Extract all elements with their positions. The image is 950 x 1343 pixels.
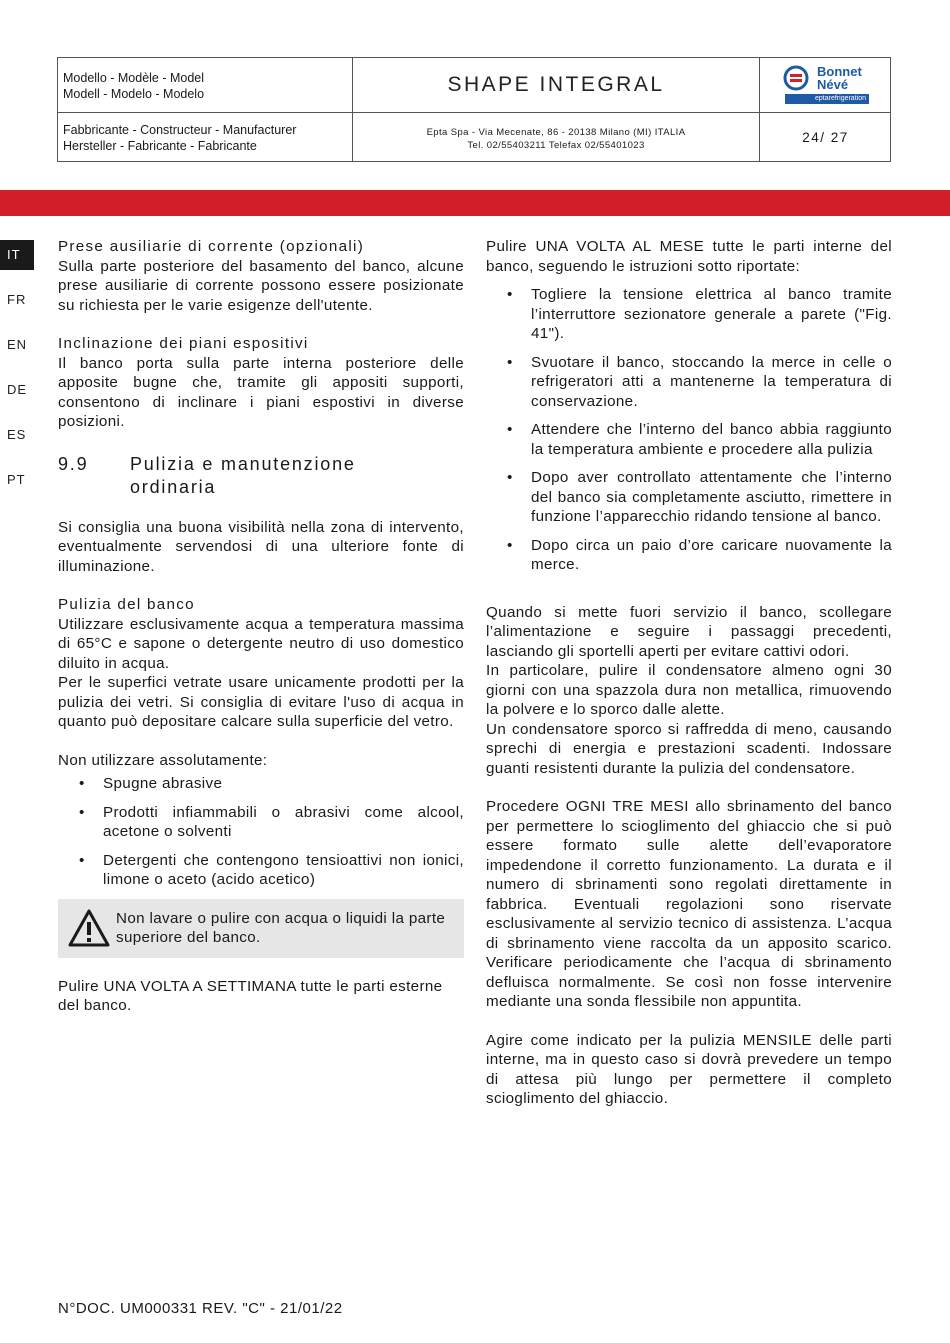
lang-tab-pt[interactable]: PT bbox=[7, 472, 26, 487]
language-tabs bbox=[0, 240, 34, 510]
warning-icon bbox=[67, 908, 111, 948]
manufacturer-label bbox=[63, 122, 296, 154]
shelf-tilt-title: Inclinazione dei piani espositivi bbox=[58, 335, 309, 352]
cleaning-text: Utilizzare esclusivamente acqua a temperatura massima di 65°C e sapone o detergente neutro di uso domestico diluito in acqua. bbox=[58, 615, 464, 672]
list-item: • Attendere che l’interno del banco abbia raggiunto la temperatura ambiente e procedere alla pulizia bbox=[507, 421, 892, 458]
list-item: • Dopo circa un paio d’ore caricare nuovamente la merce. bbox=[507, 536, 892, 573]
left-column bbox=[58, 237, 464, 1016]
condenser-text: Un condensatore sporco si raffredda di meno, causando sprechi di energia e prestazioni scadenti. Indossare guanti resistenti durante la pulizia del condensatore. bbox=[486, 720, 892, 777]
never-use-title: Non utilizzare assolutamente: bbox=[58, 751, 268, 769]
red-band bbox=[0, 190, 950, 216]
model-label bbox=[63, 70, 204, 102]
list-item: • Spugne abrasive bbox=[79, 775, 223, 792]
weekly-text: Pulire UNA VOLTA A SETTIMANA tutte le parti esterne del banco. bbox=[58, 977, 443, 1014]
brand-logo bbox=[783, 63, 869, 105]
defrost-text: Procedere OGNI TRE MESI allo sbrinamento del banco per permettere lo scioglimento del ghiaccio che si può essere formato sulle alette dell’evaporatore impedendone il corretto funzionamento. La durata e il numero di sbrinamenti sono regolati direttamente in fabbrica. Eventuali regolazioni sono riservate esclusivamente al servizio tecnico di assistenza. L’acqua di sbrinamento viene raccolta da un apposito scarico. Verificare periodicamente che l’acqua di sbrinamento defluisca normalmente. Se così non fosse intervenire mediante una sonda flessibile non appuntita. bbox=[486, 798, 892, 1010]
warning-text: Non lavare o pulire con acqua o liquidi la parte superiore del banco. bbox=[116, 909, 446, 946]
list-item: • Togliere la tensione elettrica al banco tramite l’interruttore sezionatore generale a parete ("Fig. 41"). bbox=[507, 286, 892, 342]
monthly-intro: Pulire UNA VOLTA AL MESE tutte le parti interne del banco, seguendo le istruzioni sotto riportate: bbox=[486, 238, 892, 275]
logo-mark-icon bbox=[783, 65, 809, 91]
monthly-note: Agire come indicato per la pulizia MENSILE delle parti interne, ma in questo caso si dovrà prevedere un tempo di attesa più lungo per permettere il completo scioglimento del ghiaccio. bbox=[486, 1031, 892, 1107]
header-table bbox=[57, 57, 891, 162]
lang-tab-de[interactable]: DE bbox=[7, 382, 28, 397]
manufacturer-address bbox=[353, 126, 759, 152]
model-label-line: Modell - Modelo - Modelo bbox=[63, 87, 205, 101]
out-of-service-text: Quando si mette fuori servizio il banco, scollegare l’alimentazione e seguire i passaggi precedenti, lasciando gli sportelli aperti per evitare cattivi odori. bbox=[486, 603, 892, 660]
header-divider bbox=[58, 112, 890, 113]
right-column bbox=[486, 237, 892, 1109]
model-label-line: Modello - Modèle - Model bbox=[63, 71, 205, 85]
address-line: Epta Spa - Via Mecenate, 86 - 20138 Milano (MI) ITALIA bbox=[426, 127, 686, 138]
list-item: • Detergenti che contengono tensioattivi non ionici, limone o aceto (acido acetico) bbox=[79, 851, 464, 888]
manufacturer-label-line: Fabbricante - Constructeur - Manufacturer bbox=[63, 123, 297, 137]
monthly-steps-list bbox=[486, 285, 892, 575]
logo-tagline: eptarefrigeration bbox=[785, 94, 869, 104]
list-item: • Dopo aver controllato attentamente che l’interno del banco sia completamente asciutto, rimettere in funzione l’apparecchio ridando tensione al banco. bbox=[507, 469, 892, 525]
aux-sockets-title: Prese ausiliarie di corrente (opzionali) bbox=[58, 238, 365, 255]
condenser-text: In particolare, pulire il condensatore almeno ogni 30 giorni con una spazzola dura non metallica, rimuovendo la polvere e lo sporco dalle alette. bbox=[486, 662, 892, 718]
shelf-tilt-text: Il banco porta sulla parte interna posteriore delle apposite bugne che, tramite gli appositi supporti, consentono di inclinare i piani espostivi in diverse posizioni. bbox=[58, 354, 464, 430]
address-line: Tel. 02/55403211 Telefax 02/55401023 bbox=[467, 140, 645, 151]
cleaning-text: Per le superfici vetrate usare unicamente prodotti per la pulizia dei vetri. Si consiglia di evitare l'uso di acqua in quanto può depositare calcare sulla superficie del vetro. bbox=[58, 674, 464, 730]
list-item: • Svuotare il banco, stoccando la merce in celle o refrigeratori atti a mantenerne la temperatura di conservazione. bbox=[507, 353, 892, 410]
logo-brand-1: Bonnet bbox=[817, 64, 862, 79]
never-use-list bbox=[58, 774, 464, 890]
product-title: SHAPE INTEGRAL bbox=[447, 73, 665, 96]
warning-box bbox=[58, 899, 464, 958]
section-title: Pulizia e manutenzione ordinaria bbox=[130, 453, 356, 497]
header-divider bbox=[759, 58, 760, 161]
lang-tab-es[interactable]: ES bbox=[7, 427, 27, 442]
list-item: • Prodotti infiammabili o abrasivi come alcool, acetone o solventi bbox=[79, 803, 464, 840]
aux-sockets-text: Sulla parte posteriore del basamento del banco, alcune prese ausiliarie di corrente possono essere posizionate su richiesta per le varie esigenze dell'utente. bbox=[58, 257, 464, 314]
cleaning-title: Pulizia del banco bbox=[58, 596, 195, 613]
manufacturer-label-line: Hersteller - Fabricante - Fabricante bbox=[63, 139, 257, 153]
section-number: 9.9 bbox=[58, 453, 89, 474]
doc-reference: N°DOC. UM000331 REV. "C" - 21/01/22 bbox=[58, 1300, 343, 1317]
lang-tab-fr[interactable]: FR bbox=[7, 292, 27, 307]
page-number: 24/ 27 bbox=[802, 130, 849, 145]
lang-tab-it[interactable]: IT bbox=[0, 240, 34, 270]
logo-brand-2: Névé bbox=[817, 77, 849, 92]
lang-tab-en[interactable]: EN bbox=[7, 337, 28, 352]
section-heading bbox=[58, 453, 464, 499]
visibility-text: Si consiglia una buona visibilità nella zona di intervento, eventualmente servendosi di una ulteriore fonte di illuminazione. bbox=[58, 518, 464, 575]
